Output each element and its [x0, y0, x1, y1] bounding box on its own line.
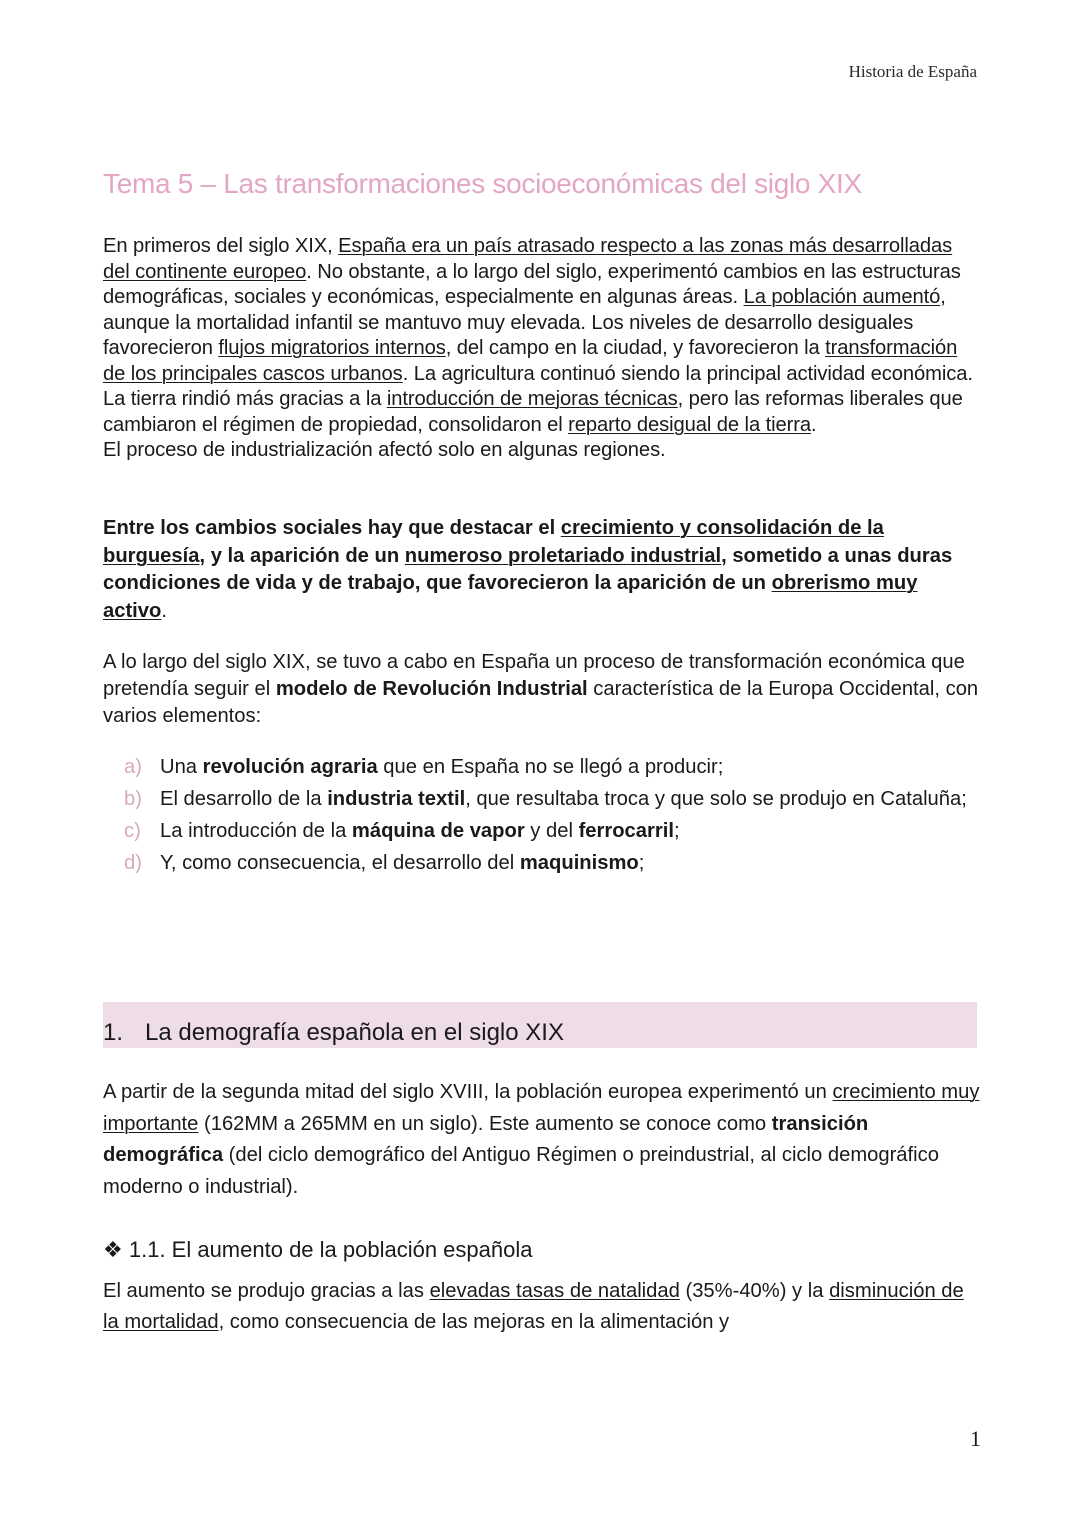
list-marker: c) — [124, 820, 141, 842]
intro-paragraph: En primeros del siglo XIX, España era un país atrasado respecto a las zonas más desarrolladas del continente europeo. No obstante, a lo largo del siglo, experimentó cambios en las estructuras demográficas, sociales y económicas, especialmente en algunas áreas. La población aumentó, aunque la mortalidad infantil se mantuvo muy elevada. Los niveles de desarrollo desiguales favorecieron flujos migratorios internos, del campo en la ciudad, y favorecieron la transformación de los principales cascos urbanos. La agricultura continuó siendo la principal actividad económica. La tierra rindió más gracias a la introducción de mejoras técnicas, pero las reformas liberales que cambiaron el régimen de propiedad, consolidaron el reparto desigual de la tierra. El proceso de industrialización afectó solo en algunas regiones. — [103, 235, 973, 461]
social-changes-paragraph: Entre los cambios sociales hay que destacar el crecimiento y consolidación de la burguesía, y la aparición de un numeroso proletariado industrial, sometido a unas duras condiciones de vida y de trabajo, que favorecieron la aparición de un obrerismo muy activo. — [103, 517, 953, 622]
population-increase-paragraph: El aumento se produjo gracias a las elevadas tasas de natalidad (35%-40%) y la disminución de la mortalidad, como consecuencia de las mejoras en la alimentación y — [103, 1280, 964, 1333]
subsection-heading — [103, 1237, 533, 1263]
demography-paragraph: A partir de la segunda mitad del siglo XVIII, la población europea experimentó un crecimiento muy importante (162MM a 265MM en un siglo). Este aumento se conoce como transición demográfica (del ciclo demográfico del Antiguo Régimen o preindustrial, al ciclo demográfico moderno o industrial). — [103, 1081, 980, 1198]
economic-paragraph: A lo largo del siglo XIX, se tuvo a cabo en España un proceso de transformación económica que pretendía seguir el modelo de Revolución Industrial característica de la Europa Occidental, con varios elementos: — [103, 651, 979, 727]
page-number: 1 — [970, 1426, 981, 1451]
section-heading — [103, 1019, 564, 1047]
page-title: Tema 5 – Las transformaciones socioeconómicas del siglo XIX — [103, 168, 862, 199]
list-marker: b) — [124, 788, 142, 810]
list-item: b) El desarrollo de la industria textil, que resultaba troca y que solo se produjo en Cataluña; — [120, 784, 980, 815]
subsection-title: 1.1. El aumento de la población española — [128, 1237, 533, 1262]
list-marker: a) — [124, 756, 142, 778]
list-item: d) Y, como consecuencia, el desarrollo del maquinismo; — [120, 848, 980, 879]
section-number: 1. — [103, 1019, 124, 1046]
section-title: La demografía española en el siglo XIX — [145, 1019, 564, 1046]
running-header: Historia de España — [848, 62, 977, 81]
diamond-bullet-icon: ❖ — [103, 1237, 123, 1262]
list-item: c) La introducción de la máquina de vapor y del ferrocarril; — [120, 816, 980, 847]
elements-list — [120, 752, 980, 879]
list-marker: d) — [124, 852, 142, 874]
list-item: a) Una revolución agraria que en España no se llegó a producir; — [120, 752, 980, 783]
